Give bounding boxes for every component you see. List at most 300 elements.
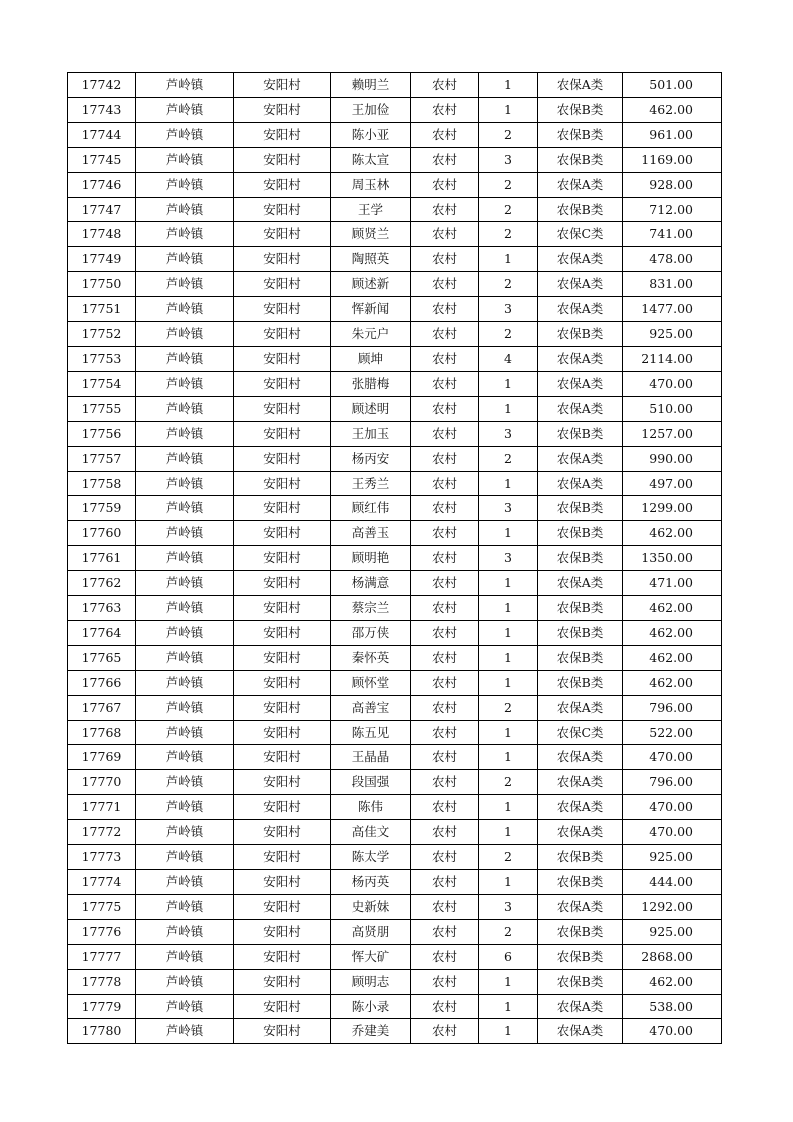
amount-cell: 462.00: [623, 596, 722, 621]
amount-cell: 510.00: [623, 396, 722, 421]
village-cell: 安阳村: [234, 994, 331, 1019]
household-type-cell: 农村: [411, 919, 479, 944]
village-cell: 安阳村: [234, 122, 331, 147]
record-id-cell: 17763: [68, 596, 136, 621]
village-cell: 安阳村: [234, 919, 331, 944]
record-id-cell: 17772: [68, 820, 136, 845]
town-cell: 芦岭镇: [136, 969, 234, 994]
insurance-category-cell: 农保A类: [538, 73, 623, 98]
table-row: [68, 172, 722, 197]
household-type-cell: 农村: [411, 969, 479, 994]
town-cell: 芦岭镇: [136, 247, 234, 272]
household-type-cell: 农村: [411, 521, 479, 546]
household-type-cell: 农村: [411, 446, 479, 471]
village-cell: 安阳村: [234, 795, 331, 820]
village-cell: 安阳村: [234, 247, 331, 272]
household-type-cell: 农村: [411, 994, 479, 1019]
table-row: [68, 446, 722, 471]
member-count-cell: 1: [479, 471, 538, 496]
town-cell: 芦岭镇: [136, 870, 234, 895]
amount-cell: 831.00: [623, 272, 722, 297]
village-cell: 安阳村: [234, 197, 331, 222]
member-count-cell: 1: [479, 994, 538, 1019]
record-id-cell: 17779: [68, 994, 136, 1019]
town-cell: 芦岭镇: [136, 994, 234, 1019]
village-cell: 安阳村: [234, 1019, 331, 1044]
insurance-category-cell: 农保A类: [538, 994, 623, 1019]
town-cell: 芦岭镇: [136, 346, 234, 371]
name-cell: 杨丙英: [331, 870, 411, 895]
name-cell: 周玉林: [331, 172, 411, 197]
name-cell: 顾述明: [331, 396, 411, 421]
member-count-cell: 1: [479, 969, 538, 994]
insurance-category-cell: 农保C类: [538, 720, 623, 745]
village-cell: 安阳村: [234, 272, 331, 297]
member-count-cell: 1: [479, 645, 538, 670]
member-count-cell: 3: [479, 546, 538, 571]
record-id-cell: 17748: [68, 222, 136, 247]
amount-cell: 1477.00: [623, 297, 722, 322]
insurance-category-cell: 农保A类: [538, 471, 623, 496]
member-count-cell: 2: [479, 845, 538, 870]
member-count-cell: 2: [479, 222, 538, 247]
member-count-cell: 2: [479, 322, 538, 347]
household-type-cell: 农村: [411, 1019, 479, 1044]
household-type-cell: 农村: [411, 73, 479, 98]
member-count-cell: 2: [479, 770, 538, 795]
village-cell: 安阳村: [234, 745, 331, 770]
record-id-cell: 17744: [68, 122, 136, 147]
table-row: [68, 695, 722, 720]
insurance-category-cell: 农保A类: [538, 446, 623, 471]
name-cell: 陶照英: [331, 247, 411, 272]
household-type-cell: 农村: [411, 197, 479, 222]
member-count-cell: 1: [479, 820, 538, 845]
town-cell: 芦岭镇: [136, 894, 234, 919]
amount-cell: 1292.00: [623, 894, 722, 919]
record-id-cell: 17773: [68, 845, 136, 870]
household-type-cell: 农村: [411, 272, 479, 297]
household-type-cell: 农村: [411, 670, 479, 695]
village-cell: 安阳村: [234, 496, 331, 521]
insurance-category-cell: 农保B类: [538, 596, 623, 621]
member-count-cell: 4: [479, 346, 538, 371]
table-row: [68, 770, 722, 795]
insurance-category-cell: 农保B类: [538, 919, 623, 944]
village-cell: 安阳村: [234, 894, 331, 919]
member-count-cell: 1: [479, 396, 538, 421]
table-row: [68, 944, 722, 969]
village-cell: 安阳村: [234, 346, 331, 371]
table-row: [68, 969, 722, 994]
name-cell: 恽大矿: [331, 944, 411, 969]
town-cell: 芦岭镇: [136, 197, 234, 222]
member-count-cell: 1: [479, 521, 538, 546]
amount-cell: 712.00: [623, 197, 722, 222]
insurance-category-cell: 农保A类: [538, 1019, 623, 1044]
table-row: [68, 720, 722, 745]
village-cell: 安阳村: [234, 172, 331, 197]
town-cell: 芦岭镇: [136, 122, 234, 147]
insurance-category-cell: 农保B类: [538, 496, 623, 521]
record-id-cell: 17780: [68, 1019, 136, 1044]
record-id-cell: 17777: [68, 944, 136, 969]
member-count-cell: 3: [479, 421, 538, 446]
name-cell: 顾明志: [331, 969, 411, 994]
name-cell: 王秀兰: [331, 471, 411, 496]
table-row: [68, 596, 722, 621]
member-count-cell: 1: [479, 720, 538, 745]
town-cell: 芦岭镇: [136, 73, 234, 98]
town-cell: 芦岭镇: [136, 845, 234, 870]
table-row: [68, 546, 722, 571]
amount-cell: 522.00: [623, 720, 722, 745]
table-row: [68, 645, 722, 670]
table-row: [68, 147, 722, 172]
town-cell: 芦岭镇: [136, 147, 234, 172]
village-cell: 安阳村: [234, 147, 331, 172]
village-cell: 安阳村: [234, 73, 331, 98]
record-id-cell: 17746: [68, 172, 136, 197]
insurance-category-cell: 农保B类: [538, 670, 623, 695]
insurance-category-cell: 农保B类: [538, 197, 623, 222]
member-count-cell: 2: [479, 919, 538, 944]
insurance-category-cell: 农保B类: [538, 147, 623, 172]
amount-cell: 1257.00: [623, 421, 722, 446]
insurance-category-cell: 农保A类: [538, 571, 623, 596]
village-cell: 安阳村: [234, 322, 331, 347]
table-row: [68, 322, 722, 347]
name-cell: 秦怀英: [331, 645, 411, 670]
insurance-category-cell: 农保A类: [538, 820, 623, 845]
record-id-cell: 17757: [68, 446, 136, 471]
insurance-category-cell: 农保B类: [538, 845, 623, 870]
record-id-cell: 17761: [68, 546, 136, 571]
amount-cell: 1169.00: [623, 147, 722, 172]
household-type-cell: 农村: [411, 770, 479, 795]
amount-cell: 796.00: [623, 695, 722, 720]
household-type-cell: 农村: [411, 695, 479, 720]
household-type-cell: 农村: [411, 745, 479, 770]
town-cell: 芦岭镇: [136, 944, 234, 969]
household-type-cell: 农村: [411, 471, 479, 496]
table-row: [68, 994, 722, 1019]
village-cell: 安阳村: [234, 720, 331, 745]
amount-cell: 925.00: [623, 322, 722, 347]
town-cell: 芦岭镇: [136, 371, 234, 396]
member-count-cell: 2: [479, 272, 538, 297]
record-id-cell: 17765: [68, 645, 136, 670]
member-count-cell: 6: [479, 944, 538, 969]
insurance-category-cell: 农保A类: [538, 695, 623, 720]
name-cell: 段国强: [331, 770, 411, 795]
name-cell: 张腊梅: [331, 371, 411, 396]
village-cell: 安阳村: [234, 371, 331, 396]
household-type-cell: 农村: [411, 247, 479, 272]
amount-cell: 796.00: [623, 770, 722, 795]
amount-cell: 462.00: [623, 97, 722, 122]
member-count-cell: 1: [479, 795, 538, 820]
record-id-cell: 17771: [68, 795, 136, 820]
insurance-category-cell: 农保B类: [538, 97, 623, 122]
record-id-cell: 17759: [68, 496, 136, 521]
amount-cell: 462.00: [623, 969, 722, 994]
record-id-cell: 17766: [68, 670, 136, 695]
member-count-cell: 2: [479, 122, 538, 147]
village-cell: 安阳村: [234, 944, 331, 969]
amount-cell: 538.00: [623, 994, 722, 1019]
table-row: [68, 122, 722, 147]
name-cell: 顾红伟: [331, 496, 411, 521]
village-cell: 安阳村: [234, 222, 331, 247]
household-type-cell: 农村: [411, 322, 479, 347]
town-cell: 芦岭镇: [136, 222, 234, 247]
village-cell: 安阳村: [234, 620, 331, 645]
amount-cell: 925.00: [623, 845, 722, 870]
table-row: [68, 197, 722, 222]
amount-cell: 990.00: [623, 446, 722, 471]
village-cell: 安阳村: [234, 571, 331, 596]
amount-cell: 444.00: [623, 870, 722, 895]
record-id-cell: 17778: [68, 969, 136, 994]
household-type-cell: 农村: [411, 870, 479, 895]
town-cell: 芦岭镇: [136, 795, 234, 820]
insurance-category-cell: 农保B类: [538, 969, 623, 994]
amount-cell: 471.00: [623, 571, 722, 596]
amount-cell: 462.00: [623, 670, 722, 695]
table-row: [68, 97, 722, 122]
record-id-cell: 17742: [68, 73, 136, 98]
household-type-cell: 农村: [411, 620, 479, 645]
name-cell: 陈小录: [331, 994, 411, 1019]
table-row: [68, 73, 722, 98]
record-id-cell: 17745: [68, 147, 136, 172]
amount-cell: 1299.00: [623, 496, 722, 521]
insurance-category-cell: 农保A类: [538, 371, 623, 396]
insurance-category-cell: 农保A类: [538, 396, 623, 421]
village-cell: 安阳村: [234, 820, 331, 845]
insurance-category-cell: 农保B类: [538, 645, 623, 670]
amount-cell: 925.00: [623, 919, 722, 944]
name-cell: 顾明艳: [331, 546, 411, 571]
table-row: [68, 371, 722, 396]
name-cell: 顾怀堂: [331, 670, 411, 695]
table-row: [68, 894, 722, 919]
table-row: [68, 845, 722, 870]
insurance-category-cell: 农保B类: [538, 546, 623, 571]
insurance-category-cell: 农保B类: [538, 421, 623, 446]
record-id-cell: 17743: [68, 97, 136, 122]
village-cell: 安阳村: [234, 695, 331, 720]
town-cell: 芦岭镇: [136, 297, 234, 322]
insurance-category-cell: 农保B类: [538, 620, 623, 645]
village-cell: 安阳村: [234, 471, 331, 496]
record-id-cell: 17770: [68, 770, 136, 795]
household-type-cell: 农村: [411, 297, 479, 322]
amount-cell: 501.00: [623, 73, 722, 98]
allowance-table: [67, 72, 722, 1044]
insurance-category-cell: 农保A类: [538, 297, 623, 322]
town-cell: 芦岭镇: [136, 596, 234, 621]
table-row: [68, 222, 722, 247]
insurance-category-cell: 农保A类: [538, 247, 623, 272]
town-cell: 芦岭镇: [136, 820, 234, 845]
amount-cell: 741.00: [623, 222, 722, 247]
table-row: [68, 396, 722, 421]
table-row: [68, 870, 722, 895]
name-cell: 杨满意: [331, 571, 411, 596]
household-type-cell: 农村: [411, 421, 479, 446]
town-cell: 芦岭镇: [136, 571, 234, 596]
record-id-cell: 17749: [68, 247, 136, 272]
household-type-cell: 农村: [411, 346, 479, 371]
amount-cell: 478.00: [623, 247, 722, 272]
amount-cell: 2114.00: [623, 346, 722, 371]
record-id-cell: 17767: [68, 695, 136, 720]
village-cell: 安阳村: [234, 596, 331, 621]
name-cell: 高贤朋: [331, 919, 411, 944]
village-cell: 安阳村: [234, 546, 331, 571]
member-count-cell: 2: [479, 695, 538, 720]
name-cell: 陈五见: [331, 720, 411, 745]
amount-cell: 462.00: [623, 620, 722, 645]
household-type-cell: 农村: [411, 396, 479, 421]
village-cell: 安阳村: [234, 97, 331, 122]
household-type-cell: 农村: [411, 97, 479, 122]
town-cell: 芦岭镇: [136, 695, 234, 720]
town-cell: 芦岭镇: [136, 172, 234, 197]
member-count-cell: 1: [479, 73, 538, 98]
household-type-cell: 农村: [411, 496, 479, 521]
table-row: [68, 272, 722, 297]
table-row: [68, 297, 722, 322]
name-cell: 杨丙安: [331, 446, 411, 471]
household-type-cell: 农村: [411, 571, 479, 596]
amount-cell: 2868.00: [623, 944, 722, 969]
village-cell: 安阳村: [234, 446, 331, 471]
insurance-category-cell: 农保B类: [538, 944, 623, 969]
town-cell: 芦岭镇: [136, 97, 234, 122]
household-type-cell: 农村: [411, 147, 479, 172]
table-row: [68, 346, 722, 371]
table-row: [68, 820, 722, 845]
village-cell: 安阳村: [234, 521, 331, 546]
name-cell: 高善宝: [331, 695, 411, 720]
town-cell: 芦岭镇: [136, 645, 234, 670]
insurance-category-cell: 农保A类: [538, 745, 623, 770]
member-count-cell: 1: [479, 620, 538, 645]
member-count-cell: 1: [479, 870, 538, 895]
household-type-cell: 农村: [411, 172, 479, 197]
record-id-cell: 17750: [68, 272, 136, 297]
table-row: [68, 1019, 722, 1044]
household-type-cell: 农村: [411, 845, 479, 870]
name-cell: 高善玉: [331, 521, 411, 546]
name-cell: 顾述新: [331, 272, 411, 297]
name-cell: 赖明兰: [331, 73, 411, 98]
amount-cell: 470.00: [623, 371, 722, 396]
record-id-cell: 17755: [68, 396, 136, 421]
member-count-cell: 3: [479, 147, 538, 172]
name-cell: 高佳文: [331, 820, 411, 845]
town-cell: 芦岭镇: [136, 396, 234, 421]
insurance-category-cell: 农保A类: [538, 795, 623, 820]
member-count-cell: 1: [479, 596, 538, 621]
table-row: [68, 795, 722, 820]
name-cell: 陈太学: [331, 845, 411, 870]
record-id-cell: 17776: [68, 919, 136, 944]
village-cell: 安阳村: [234, 396, 331, 421]
name-cell: 蔡宗兰: [331, 596, 411, 621]
village-cell: 安阳村: [234, 421, 331, 446]
table-row: [68, 496, 722, 521]
record-id-cell: 17747: [68, 197, 136, 222]
member-count-cell: 1: [479, 247, 538, 272]
household-type-cell: 农村: [411, 720, 479, 745]
table-row: [68, 620, 722, 645]
member-count-cell: 3: [479, 894, 538, 919]
record-id-cell: 17756: [68, 421, 136, 446]
household-type-cell: 农村: [411, 222, 479, 247]
name-cell: 邵万侠: [331, 620, 411, 645]
record-id-cell: 17752: [68, 322, 136, 347]
household-type-cell: 农村: [411, 122, 479, 147]
town-cell: 芦岭镇: [136, 471, 234, 496]
member-count-cell: 1: [479, 371, 538, 396]
table-row: [68, 745, 722, 770]
town-cell: 芦岭镇: [136, 620, 234, 645]
name-cell: 王晶晶: [331, 745, 411, 770]
table-row: [68, 471, 722, 496]
name-cell: 顾坤: [331, 346, 411, 371]
record-id-cell: 17774: [68, 870, 136, 895]
name-cell: 王加玉: [331, 421, 411, 446]
record-id-cell: 17754: [68, 371, 136, 396]
amount-cell: 961.00: [623, 122, 722, 147]
name-cell: 陈小亚: [331, 122, 411, 147]
village-cell: 安阳村: [234, 870, 331, 895]
member-count-cell: 3: [479, 297, 538, 322]
member-count-cell: 2: [479, 172, 538, 197]
member-count-cell: 1: [479, 571, 538, 596]
record-id-cell: 17753: [68, 346, 136, 371]
table-row: [68, 919, 722, 944]
village-cell: 安阳村: [234, 770, 331, 795]
insurance-category-cell: 农保B类: [538, 870, 623, 895]
member-count-cell: 3: [479, 496, 538, 521]
town-cell: 芦岭镇: [136, 546, 234, 571]
name-cell: 史新妹: [331, 894, 411, 919]
name-cell: 王学: [331, 197, 411, 222]
household-type-cell: 农村: [411, 645, 479, 670]
village-cell: 安阳村: [234, 845, 331, 870]
town-cell: 芦岭镇: [136, 496, 234, 521]
table-body: [68, 73, 722, 1044]
record-id-cell: 17760: [68, 521, 136, 546]
member-count-cell: 1: [479, 1019, 538, 1044]
name-cell: 乔建美: [331, 1019, 411, 1044]
insurance-category-cell: 农保B类: [538, 521, 623, 546]
village-cell: 安阳村: [234, 297, 331, 322]
village-cell: 安阳村: [234, 645, 331, 670]
name-cell: 恽新闻: [331, 297, 411, 322]
name-cell: 朱元户: [331, 322, 411, 347]
name-cell: 陈太宣: [331, 147, 411, 172]
amount-cell: 470.00: [623, 820, 722, 845]
record-id-cell: 17768: [68, 720, 136, 745]
town-cell: 芦岭镇: [136, 670, 234, 695]
record-id-cell: 17762: [68, 571, 136, 596]
